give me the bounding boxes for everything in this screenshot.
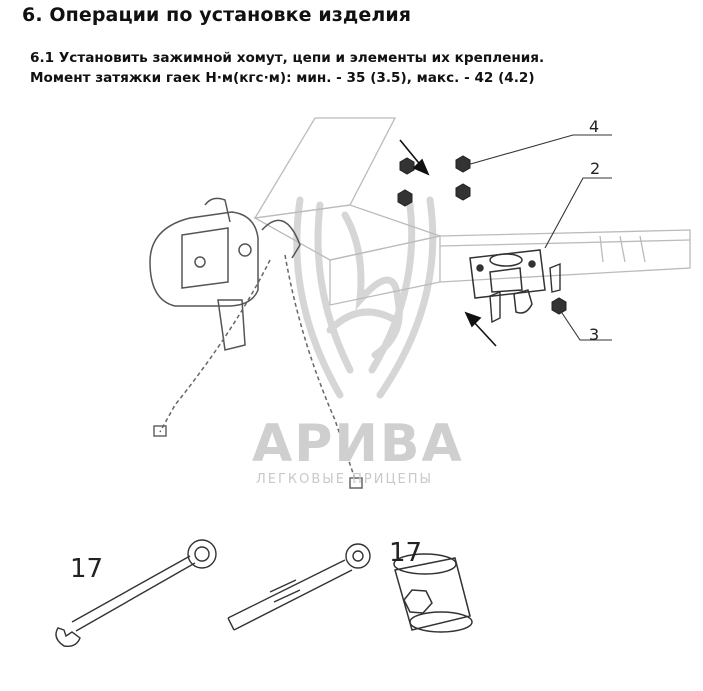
safety-chain-left (154, 260, 270, 436)
instruction-line: 6.1 Установить зажимной хомут, цепи и элементы их крепления. (30, 50, 545, 66)
section-title: 6. Операции по установке изделия (22, 4, 412, 26)
watermark-subtitle: ЛЕГКОВЫЕ ПРИЦЕПЫ (256, 472, 434, 487)
coupling-head (150, 198, 300, 350)
torque-spec-line: Момент затяжки гаек Н·м(кгс·м): мин. - 35 (3.5), макс. - 42 (4.2) (30, 70, 535, 86)
clamp-assembly (470, 250, 545, 313)
callout-bolt: 3 (589, 325, 600, 344)
wrench-size-label: 17 (70, 554, 104, 584)
callout-clamp: 2 (590, 159, 601, 178)
watermark-brand: АРИВА (252, 414, 464, 474)
torque-wrench (228, 544, 370, 630)
callout-nut: 4 (589, 117, 600, 136)
socket-size-label: 17 (389, 538, 423, 568)
